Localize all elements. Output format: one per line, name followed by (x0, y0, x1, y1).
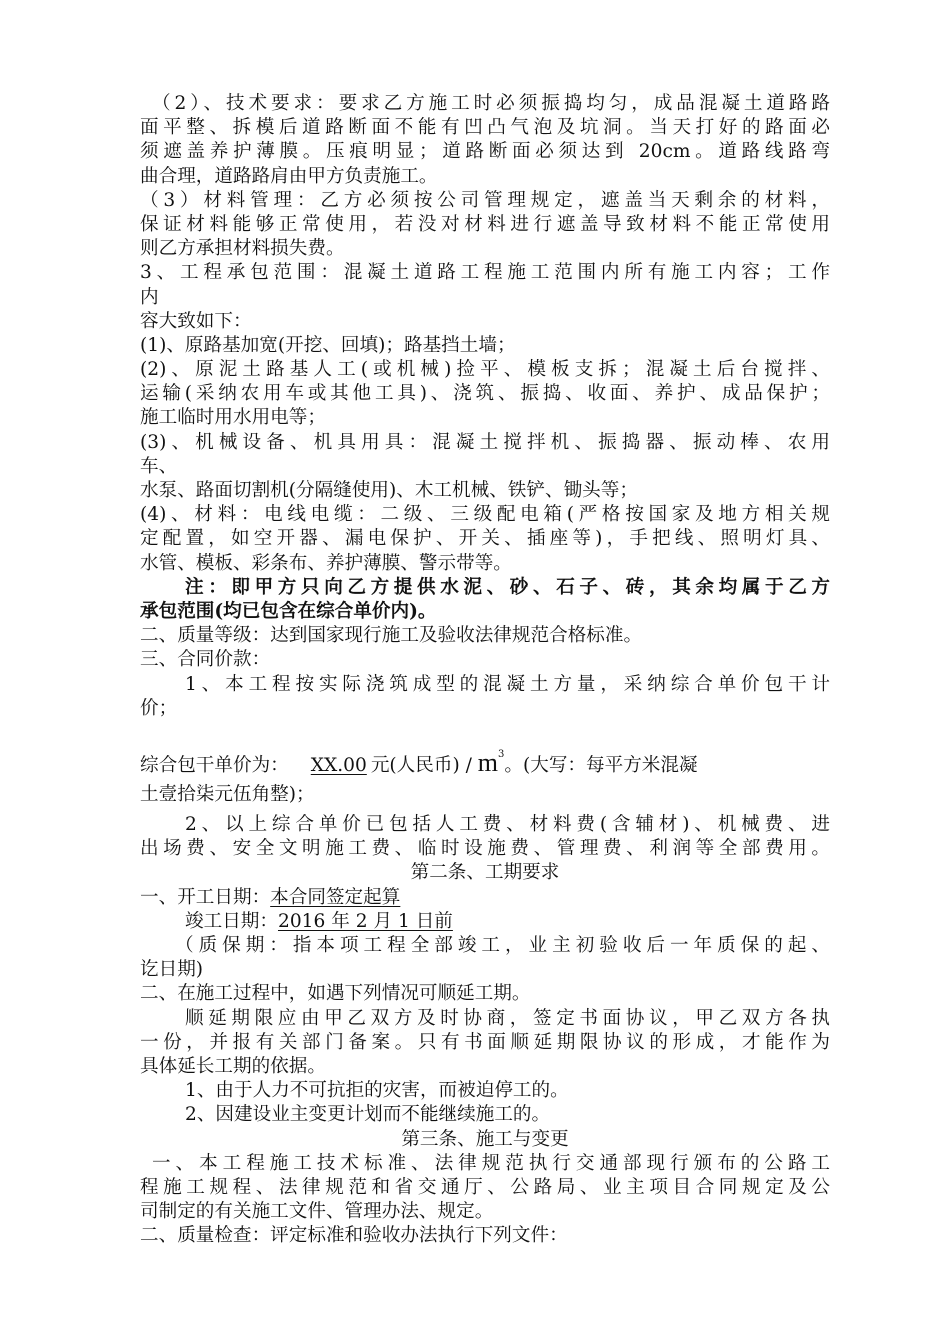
paragraph-line: 顺延期限应由甲乙双方及时协商，签定书面协议，甲乙双方各执 (185, 1007, 830, 1029)
paragraph-line: 二、在施工过程中，如遇下列情况可顺延工期。 (140, 983, 531, 1005)
paragraph-line: 水管、模板、彩条布、养护薄膜、警示带等。 (140, 552, 512, 574)
paragraph-line: 内 (140, 286, 159, 308)
paragraph-line: 水泵、路面切割机(分隔缝使用)、木工机械、铁铲、锄头等； (140, 480, 638, 501)
paragraph-line: (3)、机械设备、机具用具：混凝土搅拌机、振捣器、振动棒、农用 (140, 431, 830, 453)
start-date-value: 本合同签定起算 (270, 886, 401, 908)
paragraph-line: 1、由于人力不可抗拒的灾害，而被迫停工的。 (185, 1080, 569, 1102)
paragraph-line: (4)、材料：电线电缆：二级、三级配电箱(严格按国家及地方相关规 (140, 504, 830, 526)
paragraph-line: 1、本工程按实际浇筑成型的混凝土方量，采纳综合单价包干计 (185, 673, 830, 695)
paragraph-line: 容大致如下： (140, 310, 252, 332)
paragraph-line: 运输(采纳农用车或其他工具)、浇筑、振捣、收面、养护、成品保护； (140, 383, 830, 405)
paragraph-line: 定配置，如空开器、漏电保护、开关、插座等)，手把线、照明灯具、 (140, 528, 830, 550)
paragraph-line: 须遮盖养护薄膜。压痕明显；道路断面必须达到 20cm。道路线路弯 (140, 141, 830, 163)
paragraph-line: 则乙方承担材料损失费。 (140, 238, 345, 260)
paragraph-line: 车、 (140, 455, 178, 477)
document-page (140, 92, 830, 1248)
paragraph-line: 2、因建设业主变更计划而不能继续施工的。 (185, 1104, 551, 1126)
paragraph-line: 二、质量等级：达到国家现行施工及验收法律规范合格标准。 (140, 625, 643, 647)
start-date-label: 一、开工日期： (140, 886, 271, 908)
unit-price-line (140, 727, 830, 783)
paragraph-line: (2)、原泥土路基人工(或机械)捡平、模板支拆；混凝土后台搅拌、 (140, 359, 830, 381)
unit-price-prefix: 综合包干单价为： (140, 754, 289, 776)
end-date-value: 2016 年 2 月 1 日前 (277, 910, 453, 932)
paragraph-line: 具体延长工期的依据。 (140, 1055, 326, 1077)
paragraph-line: （3）材料管理：乙方必须按公司管理规定，遮盖当天剩余的材料， (140, 189, 830, 211)
paragraph-line: 三、合同价款： (140, 649, 271, 671)
end-date-line (140, 910, 830, 934)
unit-price-amount: XX.00 (310, 754, 367, 776)
paragraph-line: 一份，并报有关部门备案。只有书面顺延期限协议的形成，才能作为 (140, 1031, 830, 1053)
paragraph-line: 一、本工程施工技术标准、法律规范执行交通部现行颁布的公路工 (152, 1152, 830, 1174)
paragraph-line: 出场费、安全文明施工费、临时设施费、管理费、利润等全部费用。 (140, 838, 830, 860)
note-line: 注：即甲方只向乙方提供水泥、砂、石子、砖，其余均属于乙方 (185, 576, 830, 598)
section-heading: 第三条、施工与变更 (401, 1128, 569, 1150)
paragraph-line: 二、质量检查：评定标准和验收办法执行下列文件： (140, 1225, 568, 1247)
paragraph-line: 讫日期) (140, 959, 204, 981)
paragraph-line: 程施工规程、法律规范和省交通厅、公路局、业主项目合同规定及公 (140, 1176, 830, 1198)
paragraph-line: 价； (140, 697, 178, 719)
paragraph-line: 面平整、拆模后道路断面不能有凹凸气泡及坑洞。当天打好的路面必 (140, 117, 830, 139)
section-heading: 第二条、工期要求 (410, 862, 560, 884)
note-line: 承包范围(均已包含在综合单价内)。 (140, 600, 437, 622)
paragraph-line: 司制定的有关施工文件、管理办法、规定。 (140, 1201, 494, 1223)
paragraph-line: 3、工程承包范围：混凝土道路工程施工范围内所有施工内容；工作 (140, 262, 830, 284)
unit-price-suffix: 。(大写：每平方米混凝 (504, 754, 698, 776)
paragraph-line: 土壹拾柒元伍角整)； (140, 783, 315, 805)
paragraph-line: （2）、技术要求：要求乙方施工时必须振捣均匀，成品混凝土道路路 (152, 93, 830, 114)
paragraph-line: （质保期：指本项工程全部竣工，业主初验收后一年质保的起、 (175, 935, 830, 956)
end-date-label: 竣工日期： (185, 910, 278, 932)
paragraph-line: 2、以上综合单价已包括人工费、材料费(含辅材)、机械费、进 (185, 814, 830, 836)
paragraph-line: (1)、原路基加宽(开挖、回填)；路基挡土墙； (140, 334, 516, 356)
cubic-meter-exponent: 3 (498, 748, 505, 760)
cubic-meter-unit: m (477, 747, 499, 777)
paragraph-line: 施工临时用水用电等； (140, 407, 326, 429)
paragraph-line: 曲合理，道路路肩由甲方负责施工。 (140, 165, 438, 187)
unit-price-currency: 元(人民币) / (370, 754, 478, 776)
paragraph-line: 保证材料能够正常使用，若没对材料进行遮盖导致材料不能正常使用 (140, 213, 830, 235)
start-date-line (140, 886, 830, 910)
